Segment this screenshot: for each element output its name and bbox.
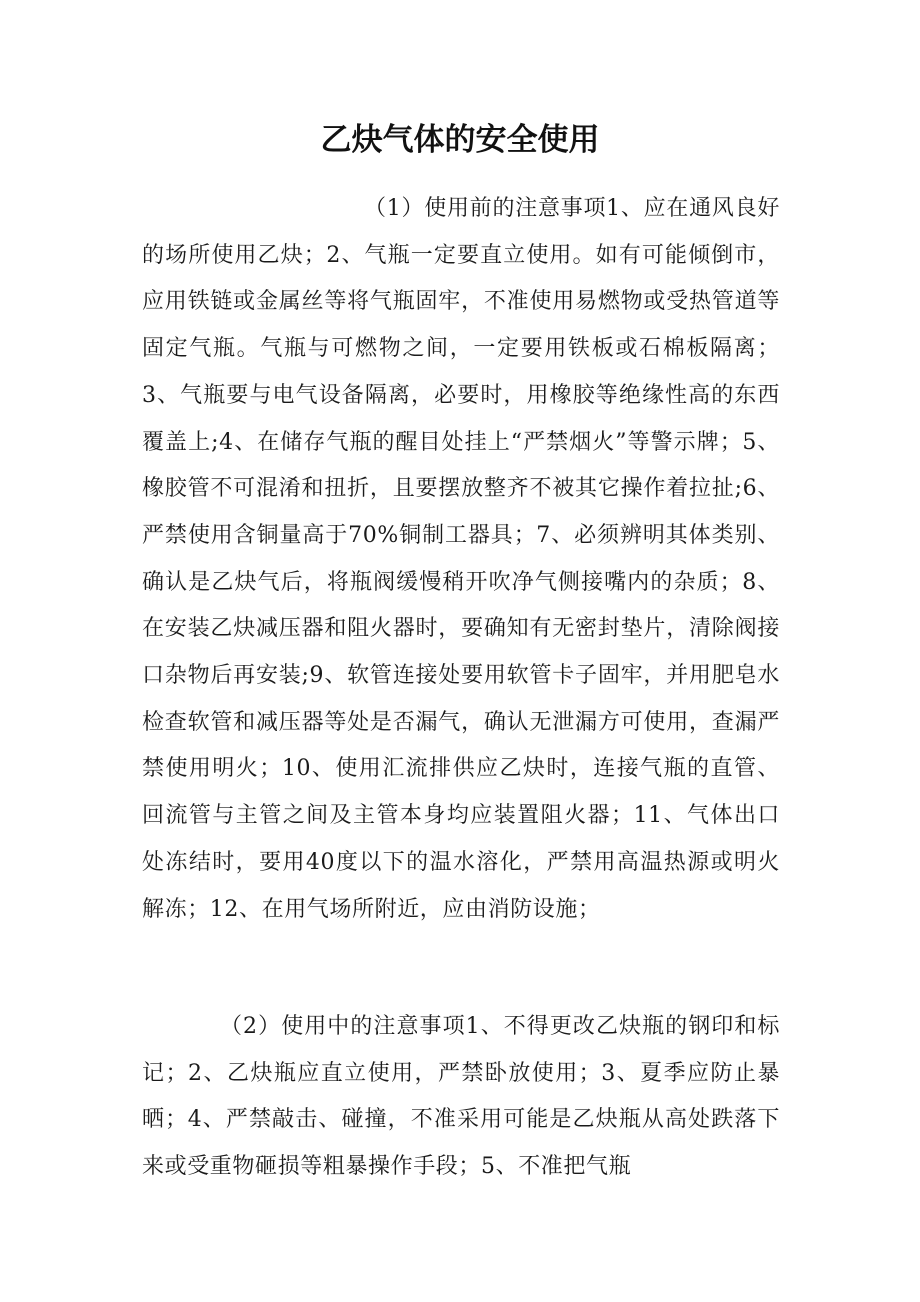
document-title: 乙炔气体的安全使用 [320, 122, 600, 158]
paragraph-in-use-precautions: （2）使用中的注意事项1、不得更改乙炔瓶的钢印和标记；2、乙炔瓶应直立使用，严禁卧放使用；3、夏季应防止暴晒；4、严禁敲击、碰撞，不准采用可能是乙炔瓶从高处跌落下来或受重物砸损等粗暴操作手段；5、不准把气瓶 [142, 1014, 780, 1180]
paragraph-pre-use-precautions: （1）使用前的注意事项1、应在通风良好的场所使用乙炔；2、气瓶一定要直立使用。如有可能倾倒市，应用铁链或金属丝等将气瓶固牢，不准使用易燃物或受热管道等固定气瓶。气瓶与可燃物之间，一定要用铁板或石棉板隔离；3、气瓶要与电气设备隔离，必要时，用橡胶等绝缘性高的东西覆盖上;4、在储存气瓶的醒目处挂上“严禁烟火”等警示牌；5、橡胶管不可混淆和扭折，且要摆放整齐不被其它操作着拉扯;6、严禁使用含铜量高于70%铜制工器具；7、必须辨明其体类别、确认是乙炔气后，将瓶阀缓慢稍开吹净气侧接嘴内的杂质；8、在安装乙炔减压器和阻火器时，要确知有无密封垫片，清除阀接口杂物后再安装;9、软管连接处要用软管卡子固牢，并用肥皂水检查软管和减压器等处是否漏气，确认无泄漏方可使用，查漏严禁使用明火；10、使用汇流排供应乙炔时，连接气瓶的直管、回流管与主管之间及主管本身均应装置阻火器；11、气体出口处冻结时，要用40度以下的温水溶化，严禁用高温热源或明火解冻；12、在用气场所附近，应由消防设施； [142, 196, 780, 922]
